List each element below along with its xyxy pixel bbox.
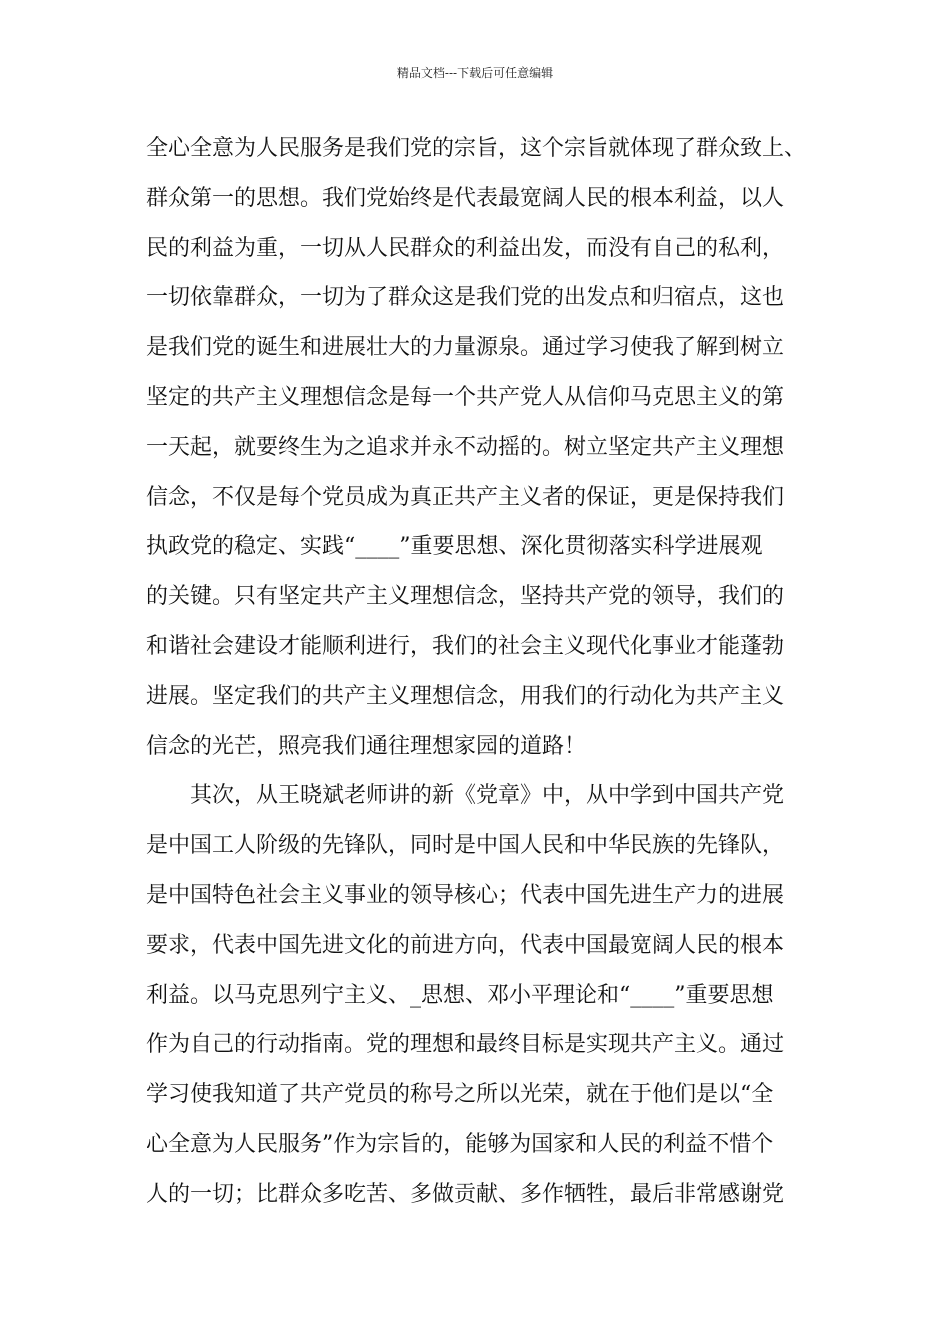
- text-line: 的关键。只有坚定共产主义理想信念，坚持共产党的领导，我们的: [146, 584, 785, 610]
- text-line: 心全意为人民服务”作为宗旨的，能够为国家和人民的利益不惜个: [146, 1131, 774, 1157]
- page-header: 精品文档---下载后可任意编辑: [396, 66, 554, 80]
- text-line: 一天起，就要终生为之追求并永不动摇的。树立坚定共产主义理想: [146, 434, 785, 460]
- text-line: 是中国工人阶级的先锋队，同时是中国人民和中华民族的先锋队，: [146, 833, 785, 859]
- text-line: 进展。坚定我们的共产主义理想信念，用我们的行动化为共产主义: [146, 683, 785, 709]
- text-line: 全心全意为人民服务是我们党的宗旨，这个宗旨就体现了群众致上、: [146, 136, 807, 161]
- text-line: 作为自己的行动指南。党的理想和最终目标是实现共产主义。通过: [146, 1032, 785, 1058]
- text-line: 信念，不仅是每个党员成为真正共产主义者的保证，更是保持我们: [146, 484, 785, 510]
- text-line: 民的利益为重，一切从人民群众的利益出发，而没有自己的私利，: [146, 235, 785, 261]
- text-line: 和谐社会建设才能顺利进行，我们的社会主义现代化事业才能蓬勃: [146, 633, 785, 659]
- text-line: 学习使我知道了共产党员的称号之所以光荣，就在于他们是以“全: [146, 1082, 774, 1108]
- text-line: 执政党的稳定、实践“____”重要思想、深化贯彻落实科学进展观: [146, 534, 763, 560]
- text-line: 要求，代表中国先进文化的前进方向，代表中国最宽阔人民的根本: [146, 932, 785, 958]
- body-text: [146, 124, 816, 1220]
- paragraph-start-line: 其次，从王晓斌老师讲的新《党章》中，从中学到中国共产党: [190, 783, 785, 809]
- text-line: 信念的光芒，照亮我们通往理想家园的道路！: [146, 733, 587, 759]
- text-line: 坚定的共产主义理想信念是每一个共产党人从信仰马克思主义的第: [146, 384, 785, 410]
- text-line: 群众第一的思想。我们党始终是代表最宽阔人民的根本利益，以人: [146, 185, 785, 211]
- text-line: 是我们党的诞生和进展壮大的力量源泉。通过学习使我了解到树立: [146, 335, 785, 361]
- text-line: 人的一切；比群众多吃苦、多做贡献、多作牺牲，最后非常感谢党: [146, 1181, 785, 1207]
- text-line: 是中国特色社会主义事业的领导核心；代表中国先进生产力的进展: [146, 882, 785, 908]
- text-line: 一切依靠群众，一切为了群众这是我们党的出发点和归宿点，这也: [146, 285, 785, 311]
- text-line: 利益。以马克思列宁主义、_思想、邓小平理论和“____”重要思想: [146, 982, 774, 1008]
